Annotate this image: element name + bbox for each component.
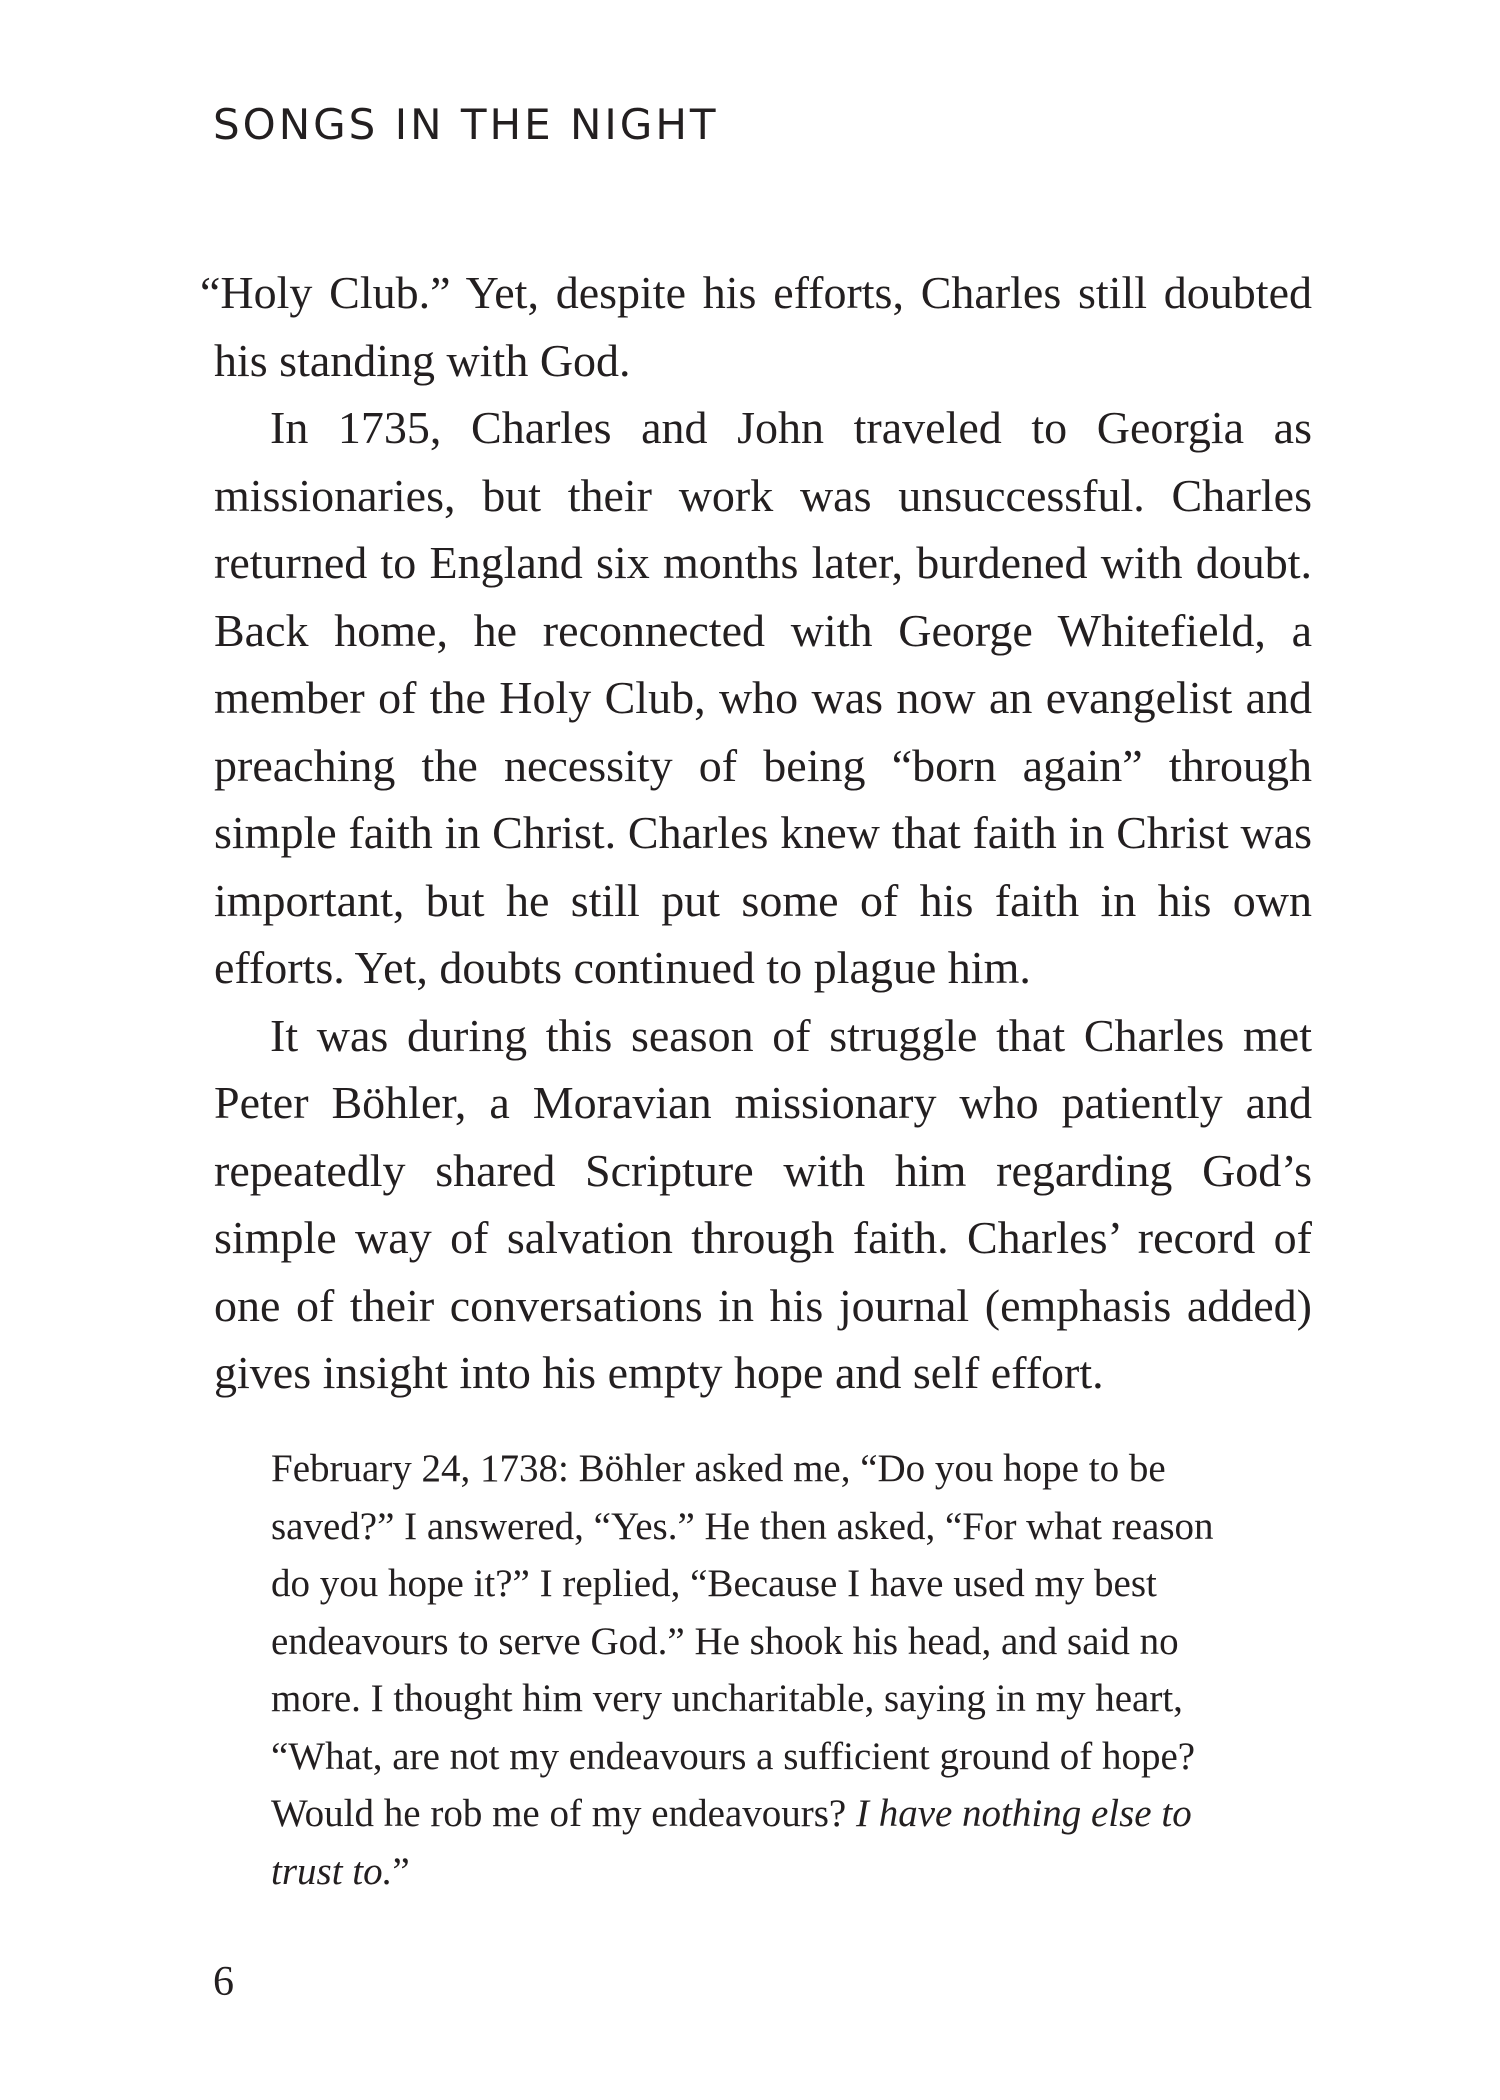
journal-block-quote — [271, 1440, 1256, 1900]
paragraph: It was during this season of struggle that Charles met Peter Böhler, a Moravian missionary who patiently and repeatedly shared Scripture with him regarding God’s simple way of salvation through faith. Charles’ record of one of their conversations in his journal (emphasis added) gives insight into his empty hope and self effort. — [214, 1009, 1312, 1398]
quote-emphasis: I have nothing else to trust to. — [271, 1792, 1192, 1893]
paragraph-continued: “Holy Club.” Yet, despite his efforts, Charles still doubted his standing with God. — [200, 267, 1312, 386]
running-head-title: SONGS IN THE NIGHT — [213, 100, 719, 149]
paragraph: In 1735, Charles and John traveled to Georgia as missionaries, but their work was unsuccessful. Charles returned to England six months later, burdened with doubt. Back home, he reconnected with George Whitefield, a member of the Holy Club, who was now an evangelist and preaching the necessity of being “born again” through simple faith in Christ. Charles knew that faith in Christ was important, but he still put some of his faith in his own efforts. Yet, doubts continued to plague him. — [214, 402, 1312, 993]
quote-closing-mark: ” — [392, 1849, 410, 1893]
page-number: 6 — [213, 1959, 234, 2005]
quote-text: February 24, 1738: Böhler asked me, “Do you hope to be saved?” I answered, “Yes.” He then asked, “For what reason do you hope it?” I replied, “Because I have used my best endeavours to serve God.” He shook his head, and said no more. I thought him very uncharitable, saying in my heart, “What, are not my endeavours a sufficient ground of hope? Would he rob me of my endeavours? — [271, 1447, 1214, 1835]
body-text — [200, 259, 1312, 1407]
